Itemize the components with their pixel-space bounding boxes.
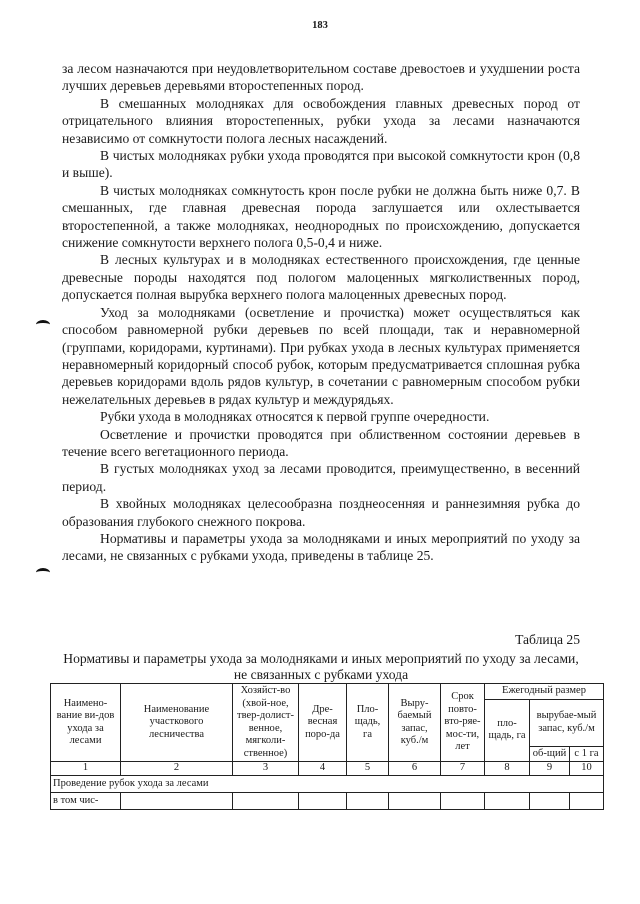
column-number: 4 <box>299 762 347 776</box>
paragraph: В густых молодняках уход за лесами проводится, преимущественно, в весенний период. <box>62 461 580 494</box>
table-row: в том чис- <box>51 793 121 810</box>
header-cell: Ежегодный размер <box>485 684 604 700</box>
header-cell: Хозяйст-во (хвой-ное, твер-долист-венное, мягколи-ственное) <box>233 684 299 762</box>
norms-table <box>50 683 604 810</box>
header-cell: с 1 га <box>570 746 604 762</box>
paragraph: Осветление и прочистки проводятся при облиственном состоянии деревьев в течение всего вегетационного периода. <box>62 426 580 459</box>
table-cell <box>233 793 299 810</box>
header-cell: об-щий <box>530 746 570 762</box>
table-cell <box>485 793 530 810</box>
header-cell: Срок повто-вто-ряе-мос-ти, лет <box>441 684 485 762</box>
paragraph: В хвойных молодняках целесообразна позднеосенняя и раннезимняя рубка до образования глубокого снежного покрова. <box>62 496 580 529</box>
header-cell: Выру-баемый запас, куб./м <box>389 684 441 762</box>
table-label: Таблица 25 <box>515 632 580 647</box>
paragraph: В чистых молодняках сомкнутость крон после рубки не должна быть ниже 0,7. В смешанных, где главная древесная порода заглушается или охлестывается второстепенной, а также молодняках, неоднородных по происхождению, допускается снижение сомкнутости верхнего полога 0,5-0,4 и ниже. <box>62 182 580 251</box>
header-cell: Наимено-вание ви-дов ухода за лесами <box>51 684 121 762</box>
column-number: 6 <box>389 762 441 776</box>
column-number: 10 <box>570 762 604 776</box>
paragraph: Рубки ухода в молодняках относятся к первой группе очередности. <box>100 409 490 425</box>
table-row: Проведение рубок ухода за лесами <box>51 776 604 793</box>
table-cell <box>441 793 485 810</box>
table-cell <box>570 793 604 810</box>
column-number: 2 <box>121 762 233 776</box>
page-number: 183 <box>312 20 328 31</box>
table-cell <box>389 793 441 810</box>
column-number: 9 <box>530 762 570 776</box>
header-cell: Пло-щадь, га <box>347 684 389 762</box>
paragraph: В чистых молодняках рубки ухода проводятся при высокой сомкнутости крон (0,8 и выше). <box>62 148 580 181</box>
table-cell <box>121 793 233 810</box>
column-number: 7 <box>441 762 485 776</box>
column-number: 1 <box>51 762 121 776</box>
paragraph: за лесом назначаются при неудовлетворительном составе древостоев и ухудшении роста лучших деревьев деревьями второстепенных пород. <box>62 61 580 94</box>
margin-mark <box>36 320 50 329</box>
table-cell <box>347 793 389 810</box>
column-number: 5 <box>347 762 389 776</box>
paragraph: Уход за молодняками (осветление и прочистка) может осуществляться как способом равномерной рубки деревьев по всей площади, так и неравномерной (группами, коридорами, куртинами). При рубках ухода в лесных культурах применяется неравномерный коридорный способ рубок, которым предусматривается сплошная рубка деревьев коридорами вдоль рядов культур, в сочетании с равномерным способом рубки нежелательных деревьев в рядах культур и междурядьях. <box>62 304 580 407</box>
paragraph: Нормативы и параметры ухода за молодняками и иных мероприятий по уходу за лесами, не связанных с рубками ухода, приведены в таблице 25. <box>62 530 580 564</box>
table-cell <box>530 793 570 810</box>
column-number: 3 <box>233 762 299 776</box>
paragraph: В смешанных молодняках для освобождения главных древесных пород от отрицательного влияния второстепенных, рубки ухода за лесами назначаются независимо от сомкнутости полога лесных насаждений. <box>62 95 580 146</box>
table-cell <box>299 793 347 810</box>
body-text <box>62 60 580 565</box>
table-caption: Нормативы и параметры ухода за молодняками и иных мероприятий по уходу за лесами, не связанных с рубками ухода <box>63 651 579 682</box>
column-number: 8 <box>485 762 530 776</box>
header-cell: Дре-весная поро-да <box>299 684 347 762</box>
paragraph: В лесных культурах и в молодняках естественного происхождения, где ценные древесные породы находятся под пологом малоценных мягколиственных пород, допускается полная вырубка верхнего полога малоценных древесных пород. <box>62 252 580 303</box>
header-cell: пло-щадь, га <box>485 699 530 762</box>
header-cell: Наименование участкового лесничества <box>121 684 233 762</box>
margin-mark <box>36 568 50 577</box>
header-cell: вырубае-мый запас, куб./м <box>530 699 604 746</box>
